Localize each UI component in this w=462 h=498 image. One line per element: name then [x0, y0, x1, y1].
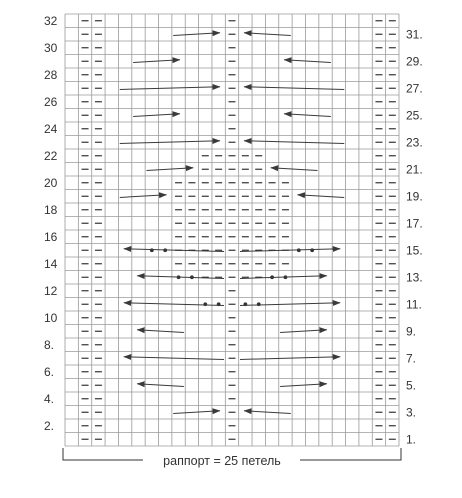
row-label-left: 4.	[44, 391, 55, 406]
row-label-right: 3.	[406, 405, 417, 420]
cable-arrow	[137, 276, 224, 279]
row-label-right: 13.	[406, 270, 423, 285]
row-label-right: 19.	[406, 189, 423, 204]
row-label-left: 26	[44, 94, 58, 109]
row-label-left: 28	[44, 67, 58, 82]
row-label-left: 10	[44, 310, 58, 325]
cable-arrow	[146, 168, 193, 171]
cable-arrow	[297, 195, 344, 198]
row-label-left: 8.	[44, 337, 55, 352]
cable-arrow	[124, 249, 224, 252]
cable-arrow	[284, 60, 331, 63]
row-label-right: 11.	[406, 297, 422, 312]
row-label-right: 23.	[406, 135, 423, 150]
cable-arrow	[284, 114, 331, 117]
cable-arrow	[133, 114, 180, 117]
rapport-bracket	[63, 448, 401, 468]
row-label-right: 5.	[406, 378, 417, 393]
cable-arrow	[244, 141, 344, 144]
rapport-label: раппорт = 25 петель	[163, 454, 281, 468]
cable-arrow	[280, 330, 327, 333]
row-label-left: 6.	[44, 364, 55, 379]
row-label-left: 20	[44, 175, 58, 190]
row-label-right: 15.	[406, 243, 423, 258]
row-label-left: 12	[44, 283, 58, 298]
row-label-right: 29.	[406, 54, 423, 69]
cable-arrow	[173, 411, 220, 414]
bobble-dot	[310, 248, 314, 252]
cable-arrow	[124, 357, 224, 360]
cable-arrow	[173, 33, 220, 36]
row-label-left: 14	[44, 256, 58, 271]
row-label-right: 9.	[406, 324, 417, 339]
cable-arrow	[244, 411, 291, 414]
row-label-left: 24	[44, 121, 58, 136]
bobble-dot	[203, 302, 207, 306]
cable-arrow	[244, 87, 344, 90]
cable-arrow	[244, 33, 291, 36]
row-label-right: 25.	[406, 108, 423, 123]
bobble-dot	[150, 248, 154, 252]
cable-arrow	[137, 330, 184, 333]
cable-arrow	[120, 87, 220, 90]
row-label-right: 27.	[406, 81, 423, 96]
row-label-right: 31.	[406, 27, 423, 42]
row-label-left: 16	[44, 229, 58, 244]
cable-arrow	[120, 141, 220, 144]
cable-arrow	[120, 195, 167, 198]
cable-arrow	[124, 303, 224, 306]
cable-arrow	[280, 384, 327, 387]
cable-arrow	[240, 357, 340, 360]
row-label-left: 18	[44, 202, 58, 217]
cable-arrow	[137, 384, 184, 387]
cable-arrow	[240, 249, 340, 252]
row-label-right: 7.	[406, 351, 417, 366]
cable-arrow	[240, 303, 340, 306]
cable-arrow	[133, 60, 180, 63]
cable-arrow	[240, 276, 327, 279]
row-label-right: 17.	[406, 216, 423, 231]
row-label-right: 21.	[406, 162, 423, 177]
cable-arrow	[271, 168, 318, 171]
row-label-left: 22	[44, 148, 58, 163]
row-label-left: 32	[44, 13, 58, 28]
chart-grid	[65, 14, 399, 446]
rapport-bracket-line-left	[63, 448, 143, 460]
rapport-bracket-line-right	[300, 448, 401, 460]
row-label-right: 1.	[406, 432, 417, 447]
row-label-left: 2.	[44, 418, 55, 433]
row-label-left: 30	[44, 40, 58, 55]
bobble-dot	[257, 302, 261, 306]
